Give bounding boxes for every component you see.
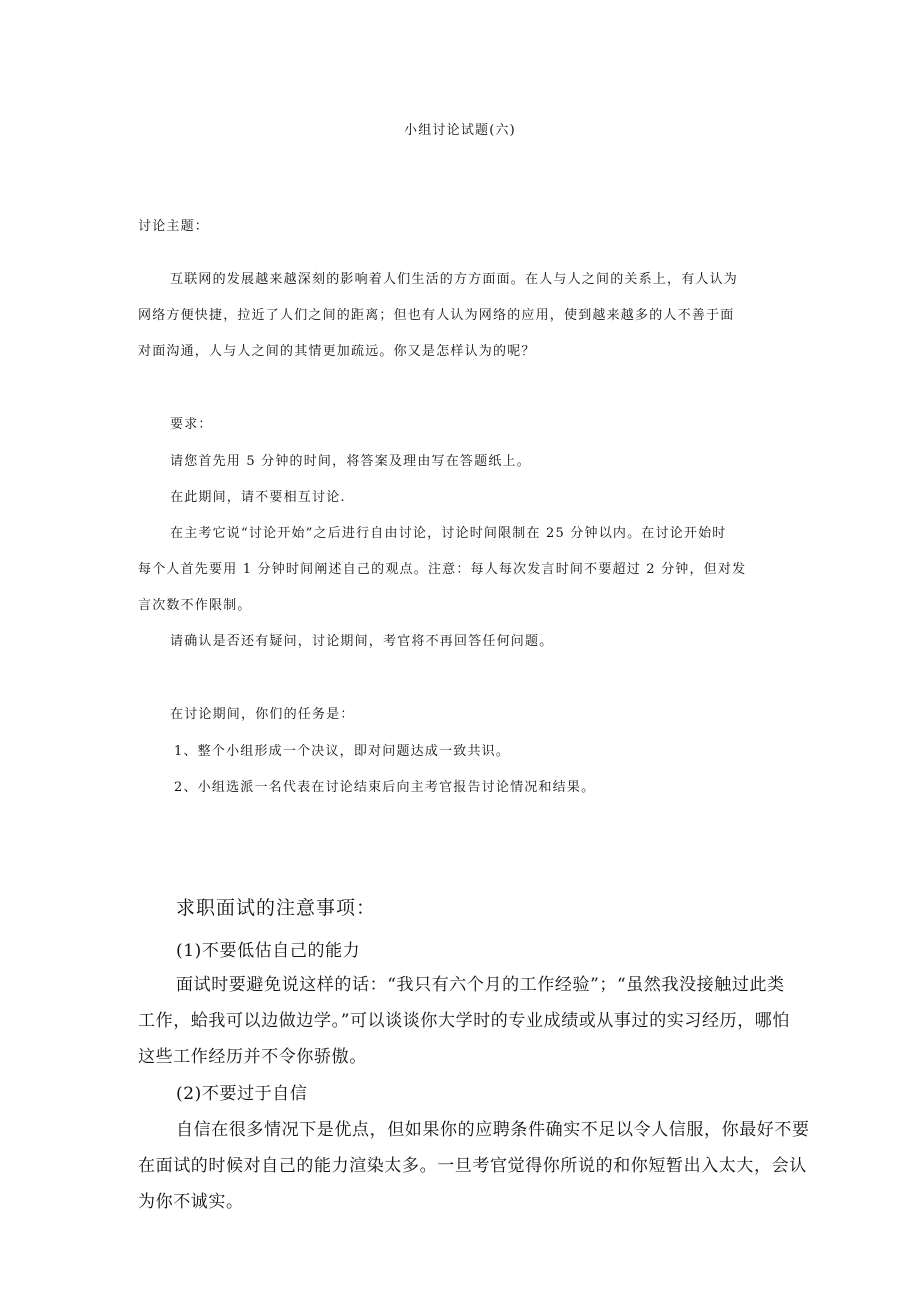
- item-2-line-1: 自信在很多情况下是优点，但如果你的应聘条件确实不足以令人信服，你最好不要: [176, 1120, 810, 1140]
- item-1-line-1: 面试时要避免说这样的话：“我只有六个月的工作经验”；“虽然我没接触过此类: [176, 975, 785, 995]
- topic-line-3: 对面沟通，人与人之间的其情更加疏远。你又是怎样认为的呢？: [138, 344, 536, 359]
- requirement-line-2: 在此期间，请不要相互讨论.: [170, 490, 346, 505]
- requirement-line-5: 言次数不作限制。: [138, 598, 252, 613]
- requirement-line-1: 请您首先用 5 分钟的时间，将答案及理由写在答题纸上。: [170, 454, 531, 469]
- task-item-2: 2、小组选派一名代表在讨论结束后向主考官报告讨论情况和结果。: [174, 780, 596, 795]
- task-label: 在讨论期间，你们的任务是：: [170, 707, 355, 722]
- requirement-line-3: 在主考它说“讨论开始”之后进行自由讨论，讨论时间限制在 25 分钟以内。在讨论开始时: [170, 526, 727, 541]
- item-1-line-3: 这些工作经历并不令你骄傲。: [138, 1047, 367, 1067]
- item-2-heading: (2)不要过于自信: [176, 1084, 308, 1104]
- section-heading-interview-tips: 求职面试的注意事项：: [176, 897, 377, 919]
- topic-label: 讨论主题：: [138, 219, 210, 234]
- requirements-label: 要求：: [170, 417, 213, 432]
- item-1-heading: (1)不要低估自己的能力: [176, 941, 361, 961]
- item-2-line-2: 在面试的时候对自己的能力渲染太多。一旦考官觉得你所说的和你短暂出入太大，会认: [138, 1156, 807, 1176]
- requirement-line-6: 请确认是否还有疑问，讨论期间，考官将不再回答任何问题。: [170, 634, 554, 649]
- item-2-line-3: 为你不诚实。: [138, 1192, 244, 1212]
- topic-line-2: 网络方便快捷，拉近了人们之间的距离；但也有人认为网络的应用，使到越来越多的人不善于面: [138, 308, 735, 323]
- requirement-line-4: 每个人首先要用 1 分钟时间阐述自己的观点。注意：每人每次发言时间不要超过 2 分钟，但对发: [138, 562, 747, 577]
- item-1-line-2: 工作，蛤我可以边做边学。”可以谈谈你大学时的专业成绩或从事过的实习经历，哪怕: [138, 1011, 790, 1031]
- document-title: 小组讨论试题(六): [404, 123, 516, 138]
- task-item-1: 1、整个小组形成一个决议，即对问题达成一致共识。: [174, 744, 511, 759]
- topic-line-1: 互联网的发展越来越深刻的影响着人们生活的方方面面。在人与人之间的关系上，有人认为: [170, 272, 739, 287]
